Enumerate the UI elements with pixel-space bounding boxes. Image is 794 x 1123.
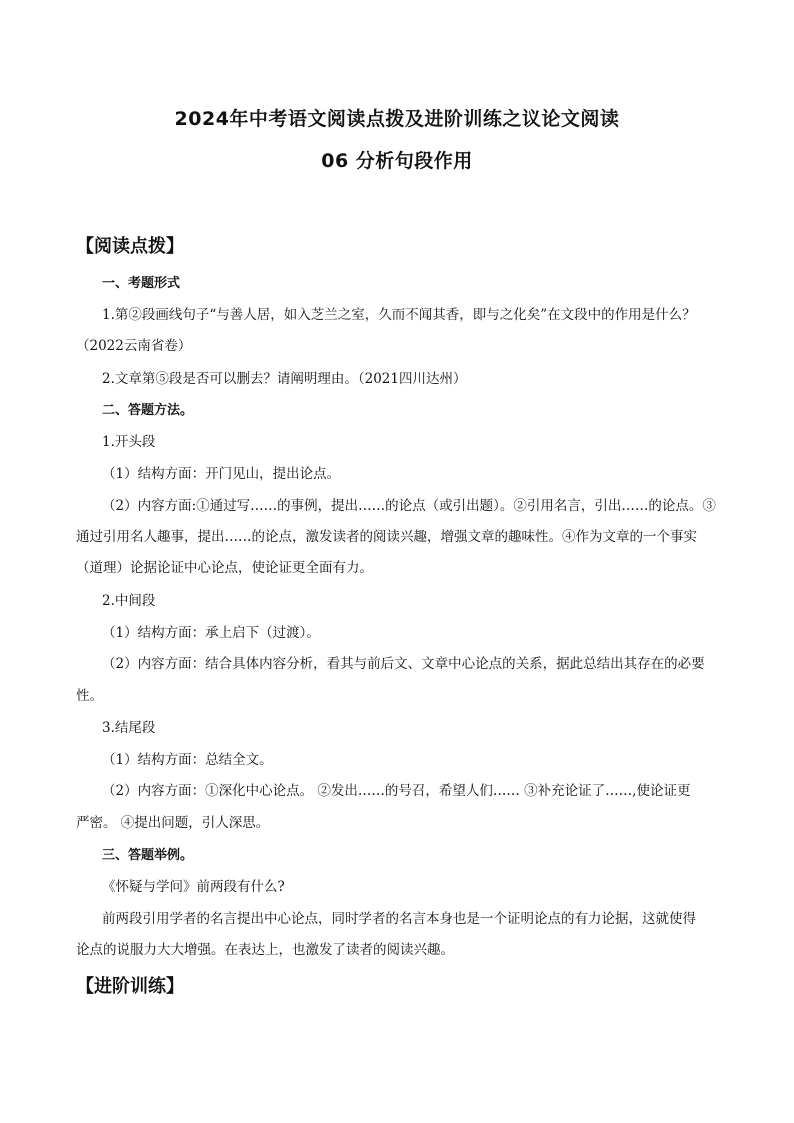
part2-heading: 二、答题方法。 — [102, 403, 194, 418]
middle-structure: （1）结构方面：承上启下（过渡）。 — [102, 625, 320, 641]
section-heading-reading-guide: 【阅读点拨】 — [76, 236, 184, 257]
opening-content-line-1: （2）内容方面:①通过写……的事例，提出……的论点（或引出题）。②引用名言，引出……的论点。③ — [102, 498, 716, 514]
part1-heading: 一、考题形式 — [102, 276, 181, 291]
opening-content-line-3: （道理）论据论证中心论点，使论证更全面有力。 — [76, 560, 373, 576]
opening-structure: （1）结构方面：开门见山，提出论点。 — [102, 466, 341, 482]
section-heading-advanced-training: 【进阶训练】 — [76, 976, 184, 997]
document-subtitle: 06 分析句段作用 — [321, 150, 473, 172]
ending-structure: （1）结构方面：总结全文。 — [102, 752, 273, 768]
ending-content-line-1: （2）内容方面：①深化中心论点。 ②发出……的号召，希望人们…… ③补充论证了……,使论证更 — [102, 783, 691, 799]
ending-paragraph-label: 3.结尾段 — [102, 720, 156, 736]
example-question: 《怀疑与学问》前两段有什么? — [102, 879, 285, 895]
document-title: 2024年中考语文阅读点拨及进阶训练之议论文阅读 — [174, 108, 620, 130]
middle-paragraph-label: 2.中间段 — [102, 593, 156, 609]
middle-content-line-2: 性。 — [76, 688, 103, 704]
example-answer-line-2: 论点的说服力大大增强。在表达上，也激发了读者的阅读兴趣。 — [76, 942, 454, 958]
opening-paragraph-label: 1.开头段 — [102, 434, 156, 450]
opening-content-line-2: 通过引用名人趣事，提出……的论点，激发读者的阅读兴趣，增强文章的趣味性。④作为文章的一个事实 — [76, 529, 697, 545]
question-1-line-2: （2022云南省卷） — [76, 338, 192, 354]
example-answer-line-1: 前两段引用学者的名言提出中心论点，同时学者的名言本身也是一个证明论点的有力论据，这就使得 — [102, 911, 696, 927]
ending-content-line-2: 严密。 ④提出问题，引人深思。 — [76, 815, 270, 831]
middle-content-line-1: （2）内容方面：结合具体内容分析，看其与前后文、文章中心论点的关系，据此总结出其存在的必要 — [102, 656, 705, 672]
question-2: 2.文章第⑤段是否可以删去？请阐明理由。（2021四川达州） — [102, 371, 467, 387]
part3-heading: 三、答题举例。 — [102, 848, 194, 863]
question-1-line-1: 1.第②段画线句子“与善人居，如入芝兰之室，久而不闻其香，即与之化矣”在文段中的作用是什么？ — [102, 307, 696, 323]
